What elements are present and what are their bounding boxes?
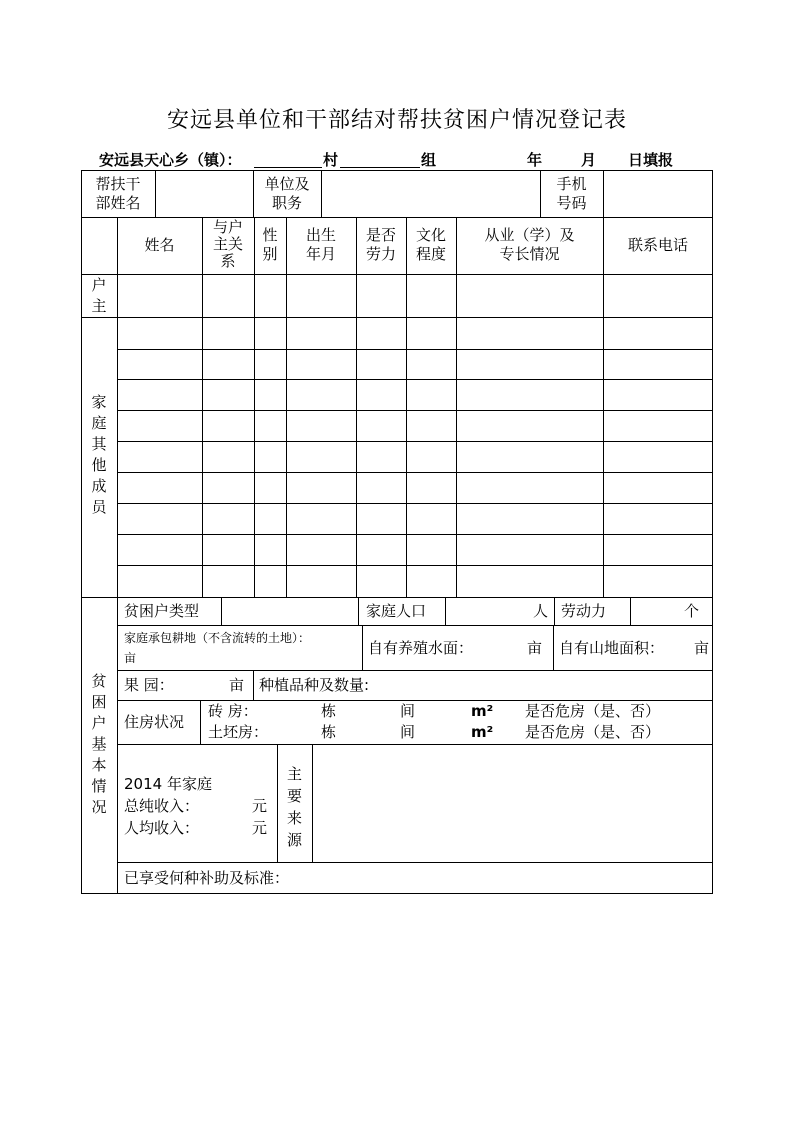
brick-danger-label: 是否危房（是、否） — [525, 702, 661, 720]
unit-position-label: 单位及 职务 — [264, 175, 310, 212]
subsidy-label: 已享受何种补助及标准： — [124, 869, 290, 887]
cadre-name-field[interactable] — [156, 171, 252, 217]
fill-date-label: 日填报 — [628, 151, 674, 169]
table-border — [81, 893, 713, 894]
brick-building-unit: 栋 — [321, 702, 337, 720]
aquaculture-label: 自有养殖水面： — [368, 639, 474, 657]
labor-force-label: 劳动力 — [561, 602, 607, 620]
unit-position-field[interactable] — [322, 171, 539, 217]
aquaculture-unit: 亩 — [527, 639, 543, 657]
household-type-label: 贫困户类型 — [124, 602, 200, 620]
village-label: 村 — [323, 151, 339, 169]
registration-table — [81, 170, 713, 894]
col-gender-header: 性 别 — [262, 226, 278, 263]
col-occupation-header: 从业（学）及 专长情况 — [484, 226, 575, 263]
page-title: 安远县单位和干部结对帮扶贫困户情况登记表 — [166, 108, 627, 133]
population-unit: 人 — [533, 602, 549, 620]
basic-info-label: 贫 困 户 基 本 情 况 — [91, 672, 107, 816]
orchard-unit: 亩 — [229, 676, 245, 694]
crops-label: 种植品种及数量: — [259, 676, 370, 694]
labor-force-unit: 个 — [684, 602, 700, 620]
other-members-label: 家 庭 其 他 成 员 — [91, 393, 107, 516]
brick-room-unit: 间 — [400, 702, 416, 720]
village-blank[interactable] — [254, 167, 322, 168]
county-town-label: 安远县天心乡（镇）： — [99, 151, 242, 169]
mountain-land-unit: 亩 — [694, 639, 710, 657]
household-type-field[interactable] — [222, 598, 357, 625]
adobe-danger-label: 是否危房（是、否） — [525, 723, 661, 741]
adobe-building-unit: 栋 — [321, 723, 337, 741]
contracted-farmland-unit: 亩 — [124, 651, 137, 665]
income-source-label: 主 要 来 源 — [286, 765, 302, 849]
col-birth-header: 出生 年月 — [305, 226, 336, 263]
col-labor-header: 是否 劳力 — [365, 226, 396, 263]
family-population-label: 家庭人口 — [366, 602, 427, 620]
year-label: 年 — [527, 151, 543, 169]
income-label: 2014 年家庭 总纯收入： 人均收入： — [124, 775, 212, 837]
brick-area-unit: m² — [471, 702, 494, 720]
contracted-farmland-label: 家庭承包耕地（不含流转的土地）： — [124, 631, 311, 645]
group-label: 组 — [421, 151, 437, 169]
head-of-household-label: 户 主 — [91, 276, 107, 315]
mobile-label: 手机 号码 — [556, 175, 587, 212]
income-unit: 元 元 — [252, 797, 268, 837]
col-education-header: 文化 程度 — [415, 226, 446, 263]
cadre-name-label: 帮扶干 部姓名 — [95, 175, 141, 212]
col-name-header: 姓名 — [144, 236, 175, 254]
adobe-area-unit: m² — [471, 723, 494, 741]
brick-house-label: 砖 房： — [208, 702, 258, 720]
group-blank[interactable] — [340, 167, 420, 168]
adobe-room-unit: 间 — [400, 723, 416, 741]
col-contact-header: 联系电话 — [627, 236, 688, 254]
table-border — [712, 170, 713, 894]
month-label: 月 — [581, 151, 597, 169]
income-source-field[interactable] — [313, 745, 712, 862]
orchard-label: 果 园： — [124, 676, 174, 694]
housing-label: 住房状况 — [124, 713, 185, 731]
mountain-land-label: 自有山地面积： — [559, 639, 665, 657]
col-relation-header: 与户 主关 系 — [212, 218, 243, 270]
adobe-house-label: 土坯房： — [208, 723, 269, 741]
mobile-field[interactable] — [604, 171, 712, 217]
